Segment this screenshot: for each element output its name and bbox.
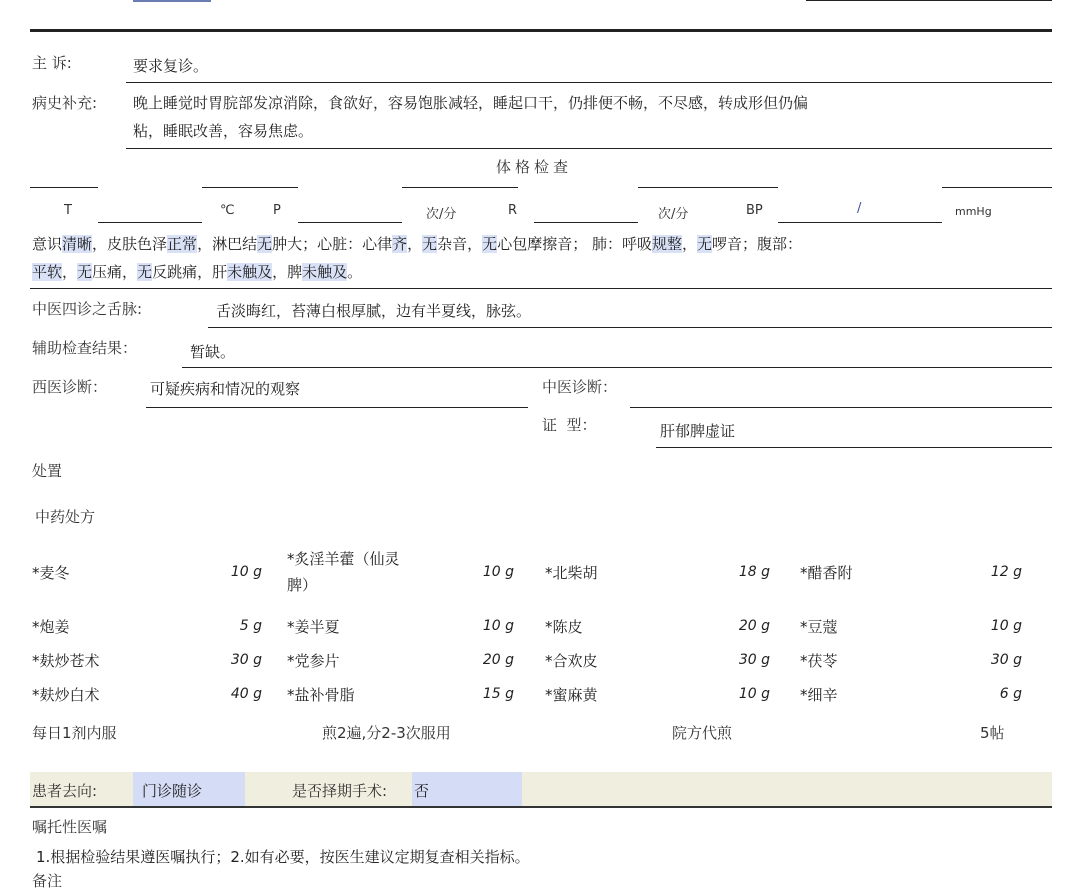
history-label: 病史补充: <box>32 94 98 112</box>
finding-segment: 无 <box>697 235 713 253</box>
syndrome-value: 肝郁脾虚证 <box>660 422 736 440</box>
syndrome-label: 证 型： <box>542 416 597 434</box>
history-line2: 粘，睡眠改善，容易焦虑。 <box>133 122 314 140</box>
bp-unit: mmHg <box>955 205 992 218</box>
finding-segment: 齐 <box>392 235 408 253</box>
herb-name-line2: 脾） <box>287 576 318 594</box>
finding-segment: 未触及 <box>227 263 273 281</box>
herb-name: *蜜麻黄 <box>545 686 598 704</box>
bp-label: BP <box>746 203 763 218</box>
remarks-label: 备注 <box>32 872 63 890</box>
herb-name: *炮姜 <box>32 618 70 636</box>
disposition-value[interactable]: 门诊随诊 <box>142 782 203 800</box>
exam-findings-line1 <box>32 233 802 254</box>
herb-name: *姜半夏 <box>287 618 340 636</box>
herb-dose: 12 g <box>990 564 1022 580</box>
herb-dose: 15 g <box>482 686 514 702</box>
finding-segment: 无 <box>482 235 498 253</box>
herb-dose: 30 g <box>230 652 262 668</box>
usage-text: 每日1剂内服 <box>32 724 117 742</box>
finding-segment: ，皮肤色泽 <box>92 235 168 253</box>
finding-segment: ，淋巴结 <box>197 235 258 253</box>
exam-findings-line2 <box>32 261 362 282</box>
exam-title: 体格检查 <box>496 158 573 176</box>
herb-name: *茯苓 <box>800 652 838 670</box>
tcm-dx-underline <box>630 407 1052 408</box>
advice-label: 嘱托性医嘱 <box>32 818 108 836</box>
tongue-pulse-label: 中医四诊之舌脉: <box>32 300 143 318</box>
western-dx-label: 西医诊断： <box>32 378 108 396</box>
finding-segment: 无 <box>137 263 153 281</box>
finding-segment: 规整 <box>651 235 682 253</box>
surgery-label: 是否择期手术: <box>292 782 388 800</box>
herb-name-line1: *炙淫羊藿（仙灵 <box>287 550 400 568</box>
finding-segment: 清晰 <box>62 235 93 253</box>
herb-name <box>287 546 400 598</box>
resp-field <box>534 222 638 223</box>
herb-dose: 30 g <box>990 652 1022 668</box>
finding-segment: 无 <box>422 235 438 253</box>
temp-unit: ℃ <box>220 203 235 218</box>
herb-dose: 20 g <box>482 652 514 668</box>
finding-segment: 压痛， <box>92 263 138 281</box>
herb-dose: 40 g <box>230 686 262 702</box>
exam-underline <box>30 288 1052 289</box>
finding-segment: 意识 <box>32 235 63 253</box>
herb-name: *党参片 <box>287 652 340 670</box>
temp-label: T <box>64 203 72 218</box>
herb-dose: 10 g <box>230 564 262 580</box>
herb-name: *醋香附 <box>800 564 853 582</box>
herb-name: *北柴胡 <box>545 564 598 582</box>
prescription-title: 中药处方 <box>35 508 96 526</box>
herb-dose: 10 g <box>990 618 1022 634</box>
herb-dose: 18 g <box>738 564 770 580</box>
finding-segment: 。 <box>347 263 363 281</box>
finding-segment: 无 <box>257 235 273 253</box>
herb-name: *豆蔻 <box>800 618 838 636</box>
western-dx-underline <box>146 407 528 408</box>
herb-name: *盐补骨脂 <box>287 686 355 704</box>
herb-name: *麦冬 <box>32 564 70 582</box>
tongue-pulse-value: 舌淡晦红，苔薄白根厚腻，边有半夏线，脉弦。 <box>216 302 532 320</box>
aux-exam-underline <box>182 367 1052 368</box>
bp-separator: / <box>857 201 862 216</box>
herb-dose: 10 g <box>482 618 514 634</box>
finding-segment: ， <box>407 235 423 253</box>
finding-segment: 未触及 <box>302 263 348 281</box>
herb-name: *合欢皮 <box>545 652 598 670</box>
syndrome-underline <box>656 447 1052 448</box>
finding-segment: ， <box>62 263 78 281</box>
herb-dose: 10 g <box>482 564 514 580</box>
pulse-label: P <box>273 203 281 218</box>
temp-field <box>98 222 202 223</box>
finding-segment: 心包摩擦音； 肺：呼吸 <box>497 235 652 253</box>
herb-dose: 6 g <box>999 686 1022 702</box>
finding-segment: 平软 <box>32 263 63 281</box>
finding-segment: 无 <box>77 263 93 281</box>
exam-rule-4 <box>638 187 778 188</box>
herb-name: *麸炒白术 <box>32 686 100 704</box>
finding-segment: 正常 <box>167 235 198 253</box>
tongue-pulse-underline <box>208 327 1052 328</box>
finding-segment: 啰音；腹部： <box>712 235 803 253</box>
finding-segment: 肿大；心脏：心律 <box>272 235 393 253</box>
resp-label: R <box>508 203 518 218</box>
bp-field <box>778 222 942 223</box>
aux-exam-label: 辅助检查结果： <box>32 339 138 357</box>
herb-dose: 5 g <box>239 618 262 634</box>
quantity-text: 5帖 <box>980 724 1005 742</box>
complaint-value: 要求复诊。 <box>133 57 209 75</box>
disposition-label: 患者去向: <box>32 782 98 800</box>
dispense-text: 院方代煎 <box>672 724 733 742</box>
tcm-dx-label: 中医诊断： <box>542 378 618 396</box>
advice-text: 1.根据检验结果遵医嘱执行；2.如有必要，按医生建议定期复查相关指标。 <box>36 848 530 866</box>
history-underline <box>126 148 1052 149</box>
exam-rule-5 <box>942 187 1052 188</box>
decoction-text: 煎2遍,分2-3次服用 <box>322 724 451 742</box>
finding-segment: 杂音， <box>437 235 483 253</box>
surgery-value[interactable]: 否 <box>414 782 430 800</box>
disposal-label: 处置 <box>32 462 63 480</box>
exam-rule-1 <box>30 187 98 188</box>
finding-segment: 反跳痛，肝 <box>152 263 228 281</box>
herb-name: *陈皮 <box>545 618 583 636</box>
top-fragment-left <box>133 0 211 2</box>
finding-segment: ，脾 <box>272 263 303 281</box>
complaint-label: 主 诉: <box>32 54 72 72</box>
header-divider <box>30 29 1052 32</box>
exam-rule-2 <box>202 187 298 188</box>
pulse-unit: 次/分 <box>426 207 457 222</box>
resp-unit: 次/分 <box>658 207 689 222</box>
herb-dose: 10 g <box>738 686 770 702</box>
herb-dose: 30 g <box>738 652 770 668</box>
exam-rule-3 <box>402 187 518 188</box>
pulse-field <box>298 222 402 223</box>
complaint-underline <box>126 82 1052 83</box>
finding-segment: ， <box>681 235 697 253</box>
top-fragment-right <box>806 0 1052 1</box>
history-line1: 晚上睡觉时胃脘部发凉消除，食欲好，容易饱胀减轻，睡起口干，仍排便不畅，不尽感，转成形但仍偏 <box>133 94 809 112</box>
herb-name: *麸炒苍术 <box>32 652 100 670</box>
aux-exam-value: 暂缺。 <box>190 343 236 361</box>
herb-name: *细辛 <box>800 686 838 704</box>
herb-dose: 20 g <box>738 618 770 634</box>
western-dx-value: 可疑疾病和情况的观察 <box>150 380 301 398</box>
